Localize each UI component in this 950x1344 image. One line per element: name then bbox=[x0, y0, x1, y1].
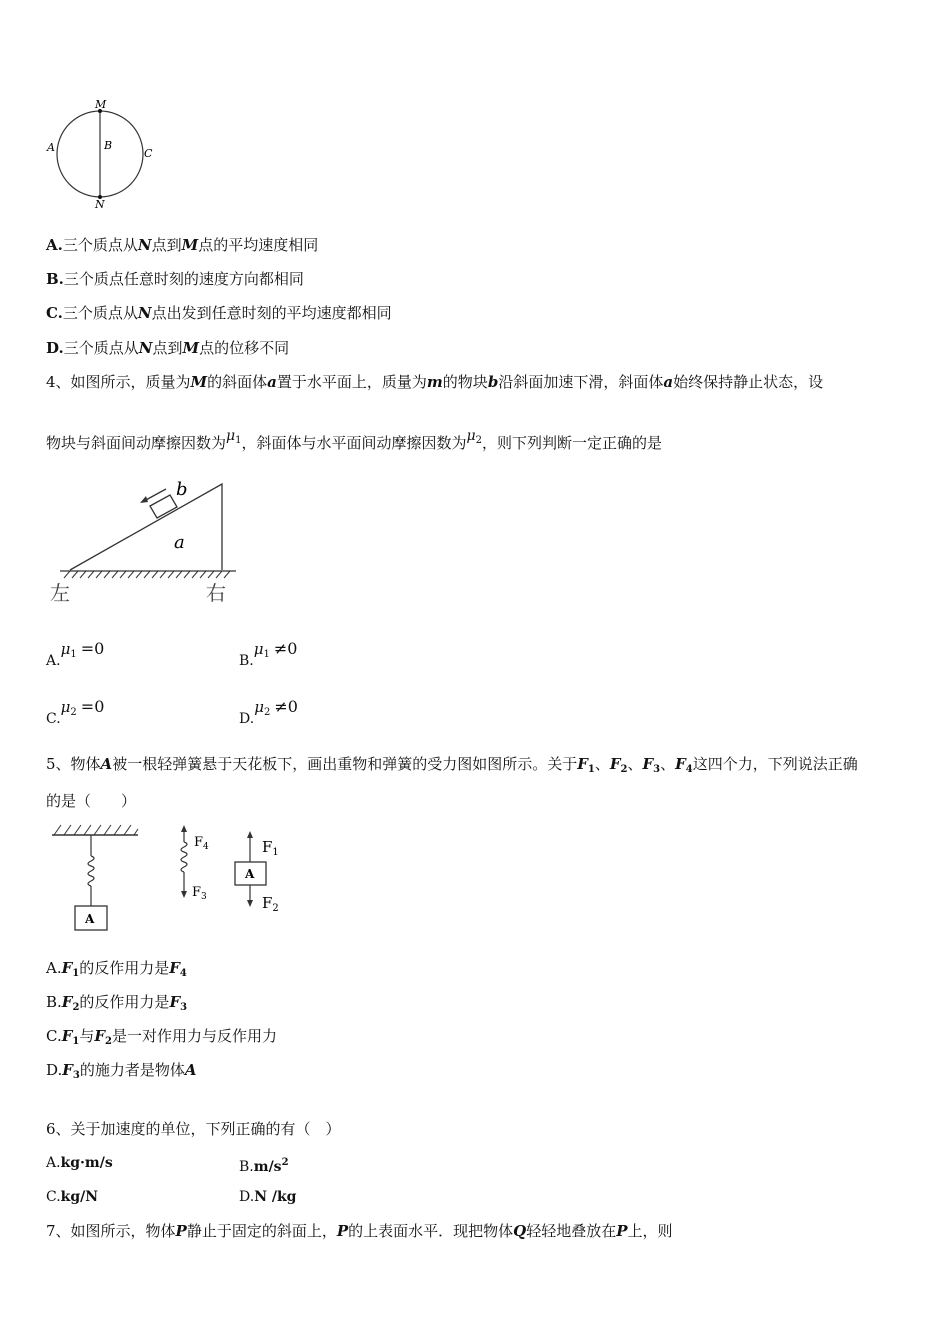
spring-figure bbox=[46, 822, 296, 938]
q6-option-b: $B.m/s^2$ bbox=[239, 1157, 289, 1175]
q6-option-d: D.N /kg bbox=[239, 1189, 297, 1205]
svg-text:F4: $F_4$ bbox=[194, 835, 209, 852]
F3-arrow-icon bbox=[181, 891, 187, 898]
q5-option-d: $D.F_3$的施力者是物体A bbox=[46, 1061, 197, 1081]
q3-option-d: D.三个质点从N点到M点的位移不同 bbox=[46, 339, 290, 357]
q3-option-c: C.三个质点从N点出发到任意时刻的平均速度都相同 bbox=[46, 304, 392, 322]
circle-figure bbox=[40, 96, 170, 212]
label-M: M bbox=[95, 98, 107, 111]
q5-stem-line1: 5、物体A被一根轻弹簧悬于天花板下，画出重物和弹簧的受力图如图所示。关于$F_1$、$F_2$、$F_3$、$F_4$这四个力，下列说法正确 bbox=[46, 755, 858, 775]
F2-arrow-icon bbox=[247, 900, 253, 907]
q7-stem: 7、如图所示，物体P静止于固定的斜面上，P的上表面水平．现把物体Q轻轻地叠放在P上，则 bbox=[46, 1222, 673, 1240]
q5-option-a: $A.F_1$的反作用力是$F_4$ bbox=[46, 959, 187, 979]
label-B: B bbox=[104, 139, 113, 152]
label-C: C bbox=[144, 147, 153, 160]
svg-text:F3: $F_3$ bbox=[192, 885, 207, 902]
q5-option-b: $B.F_2$的反作用力是$F_3$ bbox=[46, 993, 188, 1013]
incline-figure bbox=[44, 474, 244, 608]
q3-option-a: A.三个质点从N点到M点的平均速度相同 bbox=[46, 236, 319, 254]
block-A-label: A bbox=[85, 912, 95, 926]
q6-option-c: C.kg/N bbox=[46, 1189, 99, 1205]
F4-arrow-icon bbox=[181, 825, 187, 832]
q4-option-d: $D.\mu_2 \ne 0$ bbox=[239, 697, 298, 727]
q5-option-c: $C.F_1$与$F_2$是一对作用力与反作用力 bbox=[46, 1027, 277, 1047]
label-right: 右 bbox=[206, 581, 226, 605]
q4-option-a: $A.\mu_1 =0$ bbox=[46, 639, 105, 669]
label-left: 左 bbox=[50, 581, 70, 605]
q4-stem-line1: 4、如图所示，质量为M的斜面体a置于水平面上，质量为m的物块b沿斜面加速下滑，斜面体a始终保持静止状态，设 bbox=[46, 373, 824, 391]
q4-option-c: $C.\mu_2 =0$ bbox=[46, 697, 105, 727]
label-N: N bbox=[95, 198, 105, 211]
svg-text:F2: $F_2$ bbox=[262, 894, 279, 914]
q6-option-a: A.kg·m/s bbox=[46, 1155, 113, 1171]
label-a: a bbox=[174, 532, 185, 553]
svg-text:F1: $F_1$ bbox=[262, 838, 279, 858]
q4-stem-line2: 物块与斜面间动摩擦因数为$\mu_1$，斜面体与水平面间动摩擦因数为$\mu_2$，则下列判断一定正确的是 bbox=[46, 428, 663, 452]
q6-stem: 6、关于加速度的单位，下列正确的有（ ） bbox=[46, 1120, 341, 1138]
q4-option-b: $B.\mu_1 \ne 0$ bbox=[239, 639, 298, 669]
q5-stem-line2: 的是（ ） bbox=[46, 792, 137, 810]
F1-arrow-icon bbox=[247, 831, 253, 838]
slide-arrow-icon bbox=[140, 496, 148, 503]
label-A: A bbox=[47, 141, 55, 154]
q3-option-b: B.三个质点任意时刻的速度方向都相同 bbox=[46, 270, 304, 288]
block-b bbox=[150, 495, 177, 518]
block-A-free-label: A bbox=[245, 867, 255, 881]
label-b: b bbox=[176, 479, 188, 500]
